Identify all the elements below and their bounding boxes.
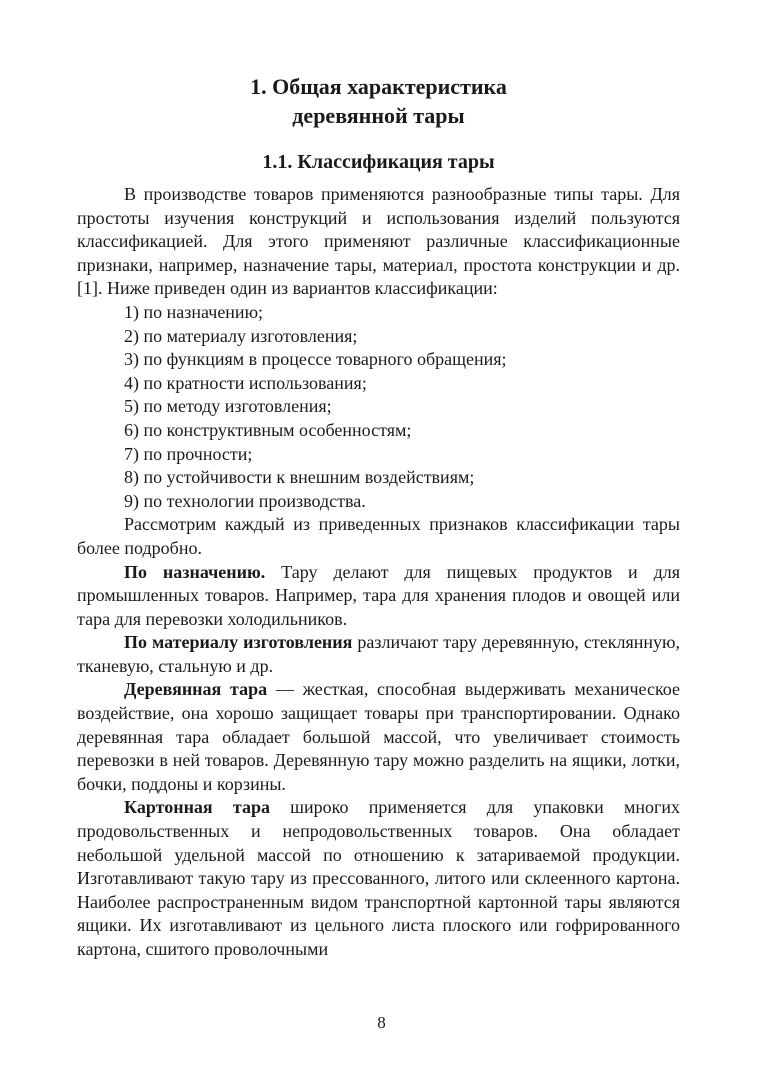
chapter-title [77, 72, 680, 130]
purpose-text: Тару делают для пищевых продуктов и для промышленных товаров. Например, тара для хранения плодов и овощей или тара для перевозки холодильников. [77, 561, 680, 629]
page-body [77, 72, 680, 962]
cardboard-paragraph [77, 796, 680, 961]
wooden-paragraph [77, 678, 680, 796]
intro-paragraph: В производстве товаров применяются разнообразные типы тары. Для простоты изучения конструкций и использования изделий пользуются классификацией. Для этого применяют различные классификационные признаки, например, назначение тары, материал, простота конструкции и др. [1]. Ниже приведен один из вариантов классификации: [77, 184, 680, 299]
chapter-title-line2: деревянной тары [292, 103, 465, 128]
list-item: 2) по материалу изготовления; [124, 325, 358, 346]
material-text: различают тару деревянную, стеклянную, тканевую, стальную и др. [77, 632, 680, 676]
consider-paragraph: Рассмотрим каждый из приведенных признаков классификации тары более подробно. [77, 514, 680, 558]
material-term: По материалу изготовления [124, 632, 353, 653]
list-item: 1) по назначению; [124, 301, 264, 322]
list-item: 5) по методу изготовления; [124, 396, 332, 417]
page-number: 8 [377, 1013, 386, 1032]
purpose-paragraph [77, 561, 680, 632]
list-item: 9) по технологии производства. [124, 490, 366, 511]
chapter-title-line1: 1. Общая характеристика [250, 74, 507, 99]
list-item: 6) по конструктивным особенностям; [124, 419, 412, 440]
cardboard-term: Картонная тара [124, 797, 270, 818]
purpose-term: По назначению. [124, 561, 266, 582]
list-item: 4) по кратности использования; [124, 372, 367, 393]
classification-list [77, 301, 680, 513]
wooden-term: Деревянная тара [124, 679, 268, 700]
wooden-text: — жесткая, способная выдерживать механическое воздействие, она хорошо защищает товары при транспортировании. Однако деревянная тара обладает большой массой, что увеличивает стоимость перевозки в ней товаров. Деревянную тару можно разделить на ящики, лотки, бочки, поддоны и корзины. [77, 679, 680, 794]
section-title: 1.1. Классификация тары [262, 151, 495, 173]
list-item: 8) по устойчивости к внешним воздействиям; [124, 467, 475, 488]
list-item: 3) по функциям в процессе товарного обращения; [124, 349, 507, 370]
list-item: 7) по прочности; [124, 443, 253, 464]
material-paragraph [77, 631, 680, 678]
cardboard-text: широко применяется для упаковки многих продовольственных и непродовольственных товаров. Она обладает небольшой удельной массой по отношению к затариваемой продукции. Изготавливают такую тару из прессованного, литого или склеенного картона. Наиболее распространенным видом транспортной картонной тары являются ящики. Их изготавливают из цельного листа плоского или гофрированного картона, сшитого проволочными [77, 797, 680, 959]
